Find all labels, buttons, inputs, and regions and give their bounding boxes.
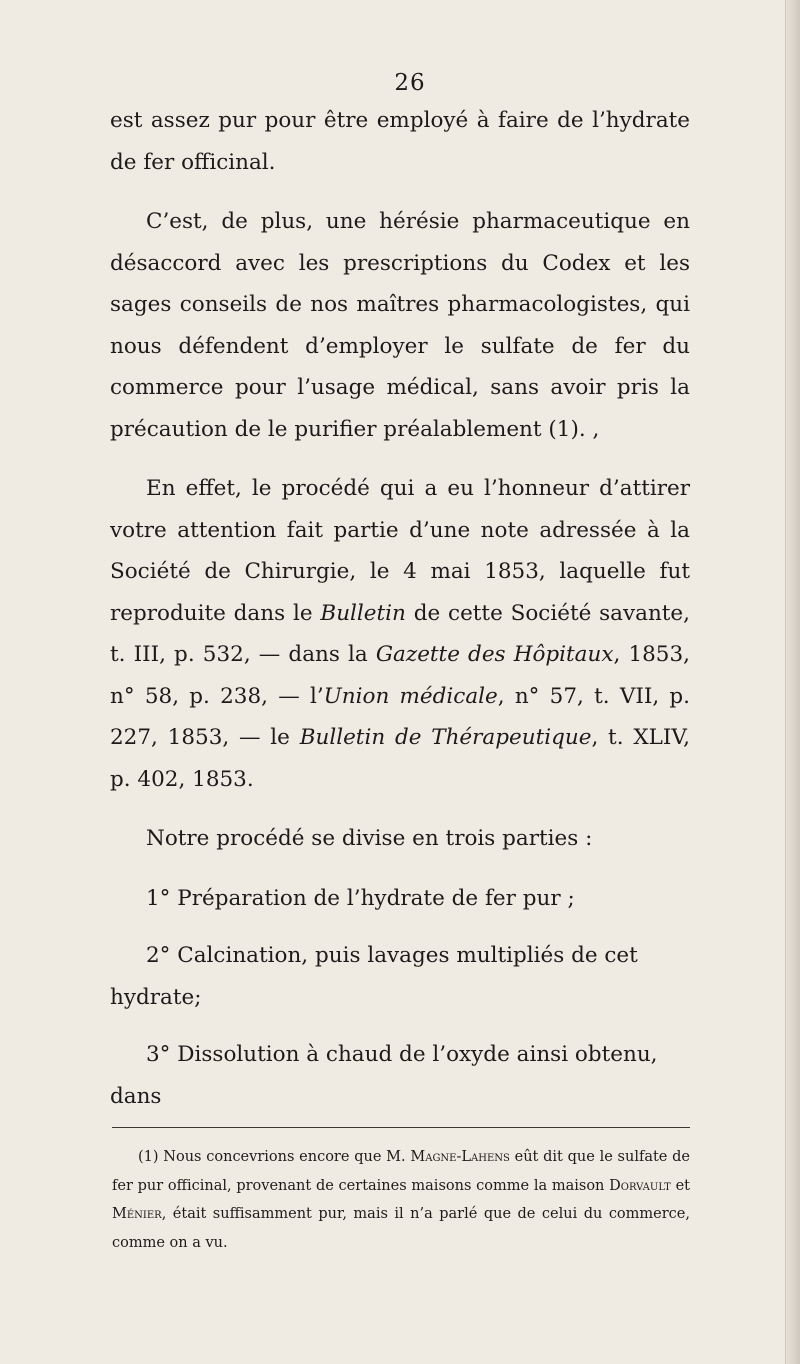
body-text (110, 100, 690, 1117)
text-run: Nous concevrions encore que M. (158, 1149, 411, 1165)
paragraph-heresy: C’est, de plus, une hérésie pharmaceutique en désaccord avec les prescriptions du Codex et les sages conseils de nos maîtres pharmacologistes, qui nous défendent d’employer le sulfate de fer du commerce pour l’usage médical, sans avoir pris la précaution de le purifier préalablement (1). , (110, 209, 690, 442)
person-name: Magne-Lahens (410, 1149, 510, 1165)
paragraph-publications (110, 468, 690, 800)
person-name: Dorvault (609, 1177, 671, 1194)
publication-title: Union médicale (323, 683, 498, 709)
paragraph-procedure-intro: Notre procédé se divise en trois parties : (146, 826, 593, 851)
page-edge (785, 0, 800, 1364)
paragraph-continuation: est assez pur pour être employé à faire de l’hydrate de fer officinal. (110, 108, 690, 175)
text-run: , n° 57, t. VII, p. 227, 1853, — le (110, 683, 691, 750)
text-run: , était suffisamment pur, mais il n’a parlé que de celui du commerce, comme on a vu. (112, 1206, 690, 1251)
text-run: eût dit que le sulfate de fer pur officinal, provenant de certaines maisons comme la maison (112, 1149, 690, 1194)
text-run: , 1853, n° 58, p. 238, — l’ (110, 642, 691, 709)
procedure-steps (110, 878, 690, 1118)
text-run: et (670, 1177, 690, 1194)
publication-title: Bulletin de Thérapeutique (299, 725, 592, 750)
text-run: , t. XLIV, p. 402, 1853. (110, 725, 691, 792)
page-number: 26 (394, 70, 426, 96)
footnote-marker: (1) (138, 1149, 159, 1165)
footnote-separator (112, 1127, 690, 1128)
footnote (112, 1143, 690, 1257)
publication-title: Gazette des Hôpitaux (375, 642, 614, 667)
text-run: En effet, le procédé qui a eu l’honneur d’attirer votre attention fait partie d’une note adressée à la Société de Chirurgie, le 4 mai 1853, laquelle fut reproduite dans le (110, 476, 690, 626)
procedure-step: 1° Préparation de l’hydrate de fer pur ; (146, 885, 575, 911)
text-run: de cette Société savante, t. III, p. 532, — dans la (110, 600, 690, 667)
publication-title: Bulletin (320, 600, 406, 626)
procedure-step: 2° Calcination, puis lavages multipliés de cet hydrate; (110, 943, 638, 1010)
procedure-step: 3° Dissolution à chaud de l’oxyde ainsi obtenu, dans (110, 1042, 658, 1109)
person-name: Ménier (112, 1206, 162, 1222)
